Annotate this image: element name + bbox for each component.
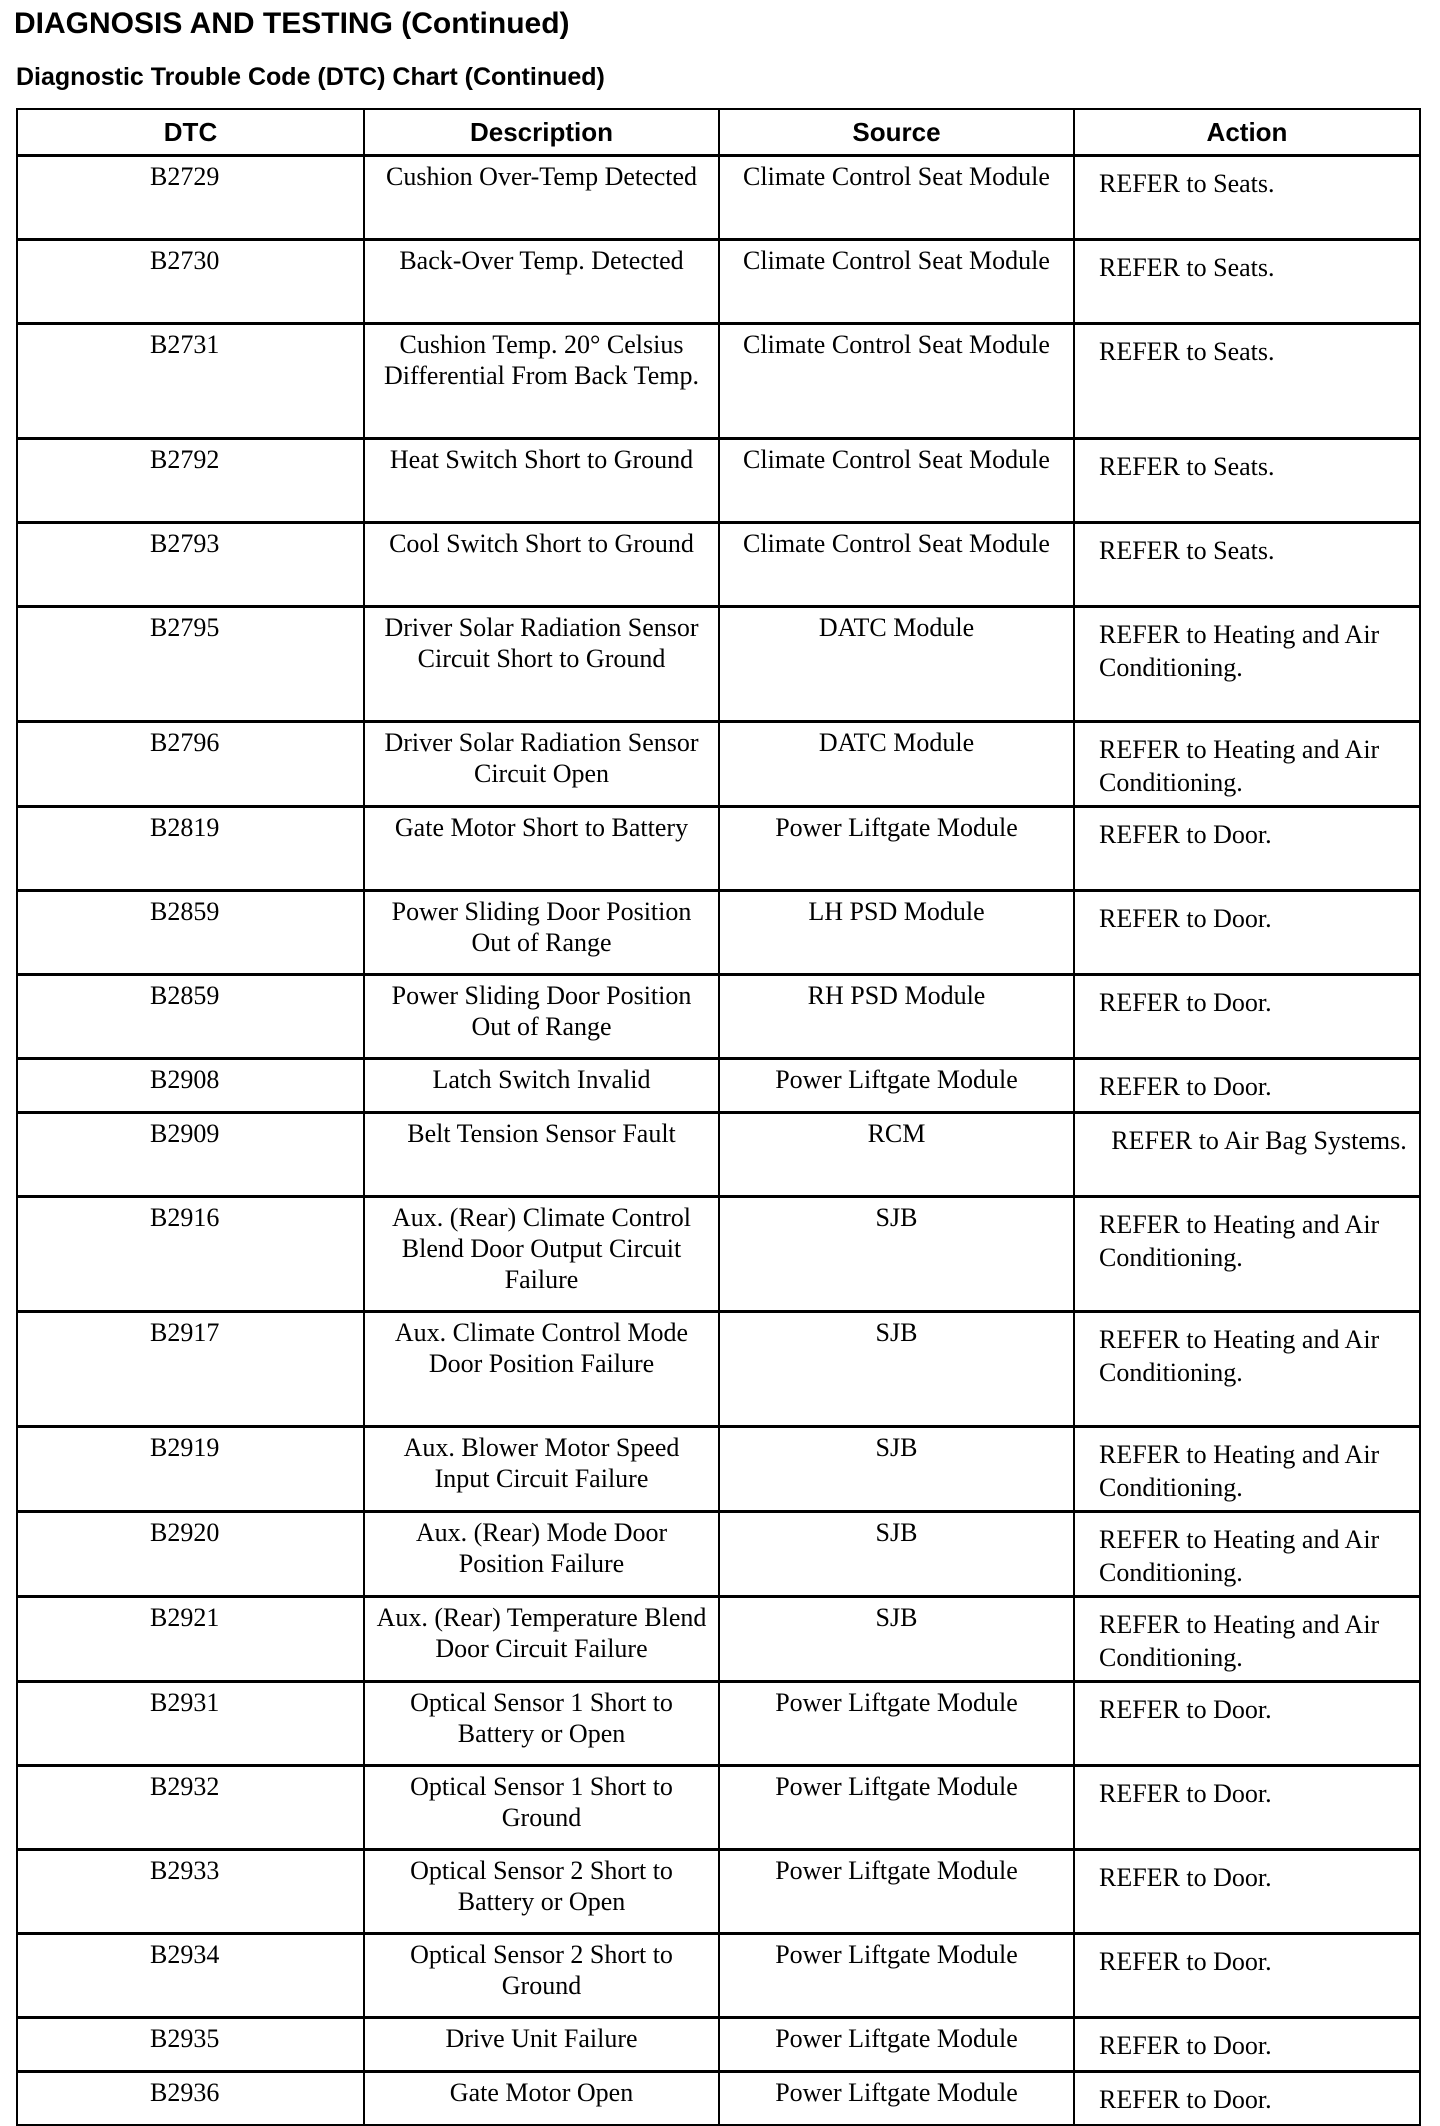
dtc-action: REFER to Seats.	[1074, 439, 1420, 523]
dtc-action: REFER to Heating and Air Conditioning.	[1074, 1427, 1420, 1512]
dtc-action: REFER to Heating and Air Conditioning.	[1074, 607, 1420, 722]
table-row	[17, 607, 1420, 722]
dtc-action: REFER to Heating and Air Conditioning.	[1074, 1312, 1420, 1427]
dtc-action: REFER to Seats.	[1074, 523, 1420, 607]
table-row	[17, 240, 1420, 324]
table-row	[17, 2072, 1420, 2126]
dtc-description: Optical Sensor 2 Short to Battery or Open	[364, 1850, 719, 1934]
dtc-table	[16, 108, 1421, 2126]
dtc-source: Power Liftgate Module	[719, 807, 1074, 891]
dtc-action: REFER to Seats.	[1074, 324, 1420, 439]
dtc-code: B2859	[17, 891, 364, 975]
dtc-code: B2731	[17, 324, 364, 439]
dtc-description: Optical Sensor 1 Short to Battery or Open	[364, 1682, 719, 1766]
table-header-row	[17, 109, 1420, 156]
dtc-source: Power Liftgate Module	[719, 1766, 1074, 1850]
dtc-code: B2936	[17, 2072, 364, 2126]
dtc-code: B2921	[17, 1597, 364, 1682]
dtc-action: REFER to Door.	[1074, 975, 1420, 1059]
dtc-code: B2909	[17, 1113, 364, 1197]
table-row	[17, 1934, 1420, 2018]
table-row	[17, 975, 1420, 1059]
dtc-action: REFER to Heating and Air Conditioning.	[1074, 1197, 1420, 1312]
dtc-code: B2859	[17, 975, 364, 1059]
dtc-code: B2792	[17, 439, 364, 523]
table-row	[17, 891, 1420, 975]
dtc-description: Aux. (Rear) Temperature Blend Door Circuit Failure	[364, 1597, 719, 1682]
dtc-code: B2729	[17, 156, 364, 240]
dtc-code: B2795	[17, 607, 364, 722]
dtc-description: Latch Switch Invalid	[364, 1059, 719, 1113]
dtc-description: Drive Unit Failure	[364, 2018, 719, 2072]
table-row	[17, 1427, 1420, 1512]
dtc-action: REFER to Seats.	[1074, 240, 1420, 324]
dtc-description: Cool Switch Short to Ground	[364, 523, 719, 607]
dtc-description: Driver Solar Radiation Sensor Circuit Short to Ground	[364, 607, 719, 722]
dtc-action: REFER to Door.	[1074, 891, 1420, 975]
dtc-source: Power Liftgate Module	[719, 2018, 1074, 2072]
dtc-code: B2920	[17, 1512, 364, 1597]
dtc-action: REFER to Heating and Air Conditioning.	[1074, 722, 1420, 807]
dtc-code: B2932	[17, 1766, 364, 1850]
table-row	[17, 1197, 1420, 1312]
dtc-action: REFER to Heating and Air Conditioning.	[1074, 1597, 1420, 1682]
dtc-code: B2908	[17, 1059, 364, 1113]
dtc-source: Power Liftgate Module	[719, 1059, 1074, 1113]
dtc-action: REFER to Door.	[1074, 1766, 1420, 1850]
dtc-code: B2730	[17, 240, 364, 324]
dtc-source: Climate Control Seat Module	[719, 324, 1074, 439]
dtc-action: REFER to Door.	[1074, 807, 1420, 891]
table-row	[17, 1682, 1420, 1766]
dtc-description: Gate Motor Short to Battery	[364, 807, 719, 891]
dtc-source: SJB	[719, 1312, 1074, 1427]
dtc-action: REFER to Door.	[1074, 1934, 1420, 2018]
dtc-code: B2935	[17, 2018, 364, 2072]
dtc-source: SJB	[719, 1197, 1074, 1312]
table-row	[17, 1113, 1420, 1197]
dtc-source: RH PSD Module	[719, 975, 1074, 1059]
column-header-description: Description	[364, 109, 719, 156]
dtc-source: Power Liftgate Module	[719, 1934, 1074, 2018]
table-row	[17, 1059, 1420, 1113]
dtc-source: SJB	[719, 1427, 1074, 1512]
table-row	[17, 439, 1420, 523]
column-header-dtc: DTC	[17, 109, 364, 156]
table-row	[17, 2018, 1420, 2072]
dtc-source: SJB	[719, 1597, 1074, 1682]
dtc-description: Driver Solar Radiation Sensor Circuit Open	[364, 722, 719, 807]
dtc-action: REFER to Door.	[1074, 2072, 1420, 2126]
dtc-source: RCM	[719, 1113, 1074, 1197]
dtc-source: Climate Control Seat Module	[719, 439, 1074, 523]
dtc-source: DATC Module	[719, 722, 1074, 807]
dtc-code: B2931	[17, 1682, 364, 1766]
table-row	[17, 1312, 1420, 1427]
table-row	[17, 1850, 1420, 1934]
dtc-description: Aux. Climate Control Mode Door Position Failure	[364, 1312, 719, 1427]
page-title: DIAGNOSIS AND TESTING (Continued)	[14, 7, 570, 40]
dtc-action: REFER to Door.	[1074, 1682, 1420, 1766]
dtc-description: Gate Motor Open	[364, 2072, 719, 2126]
dtc-description: Optical Sensor 2 Short to Ground	[364, 1934, 719, 2018]
dtc-action: REFER to Heating and Air Conditioning.	[1074, 1512, 1420, 1597]
column-header-action: Action	[1074, 109, 1420, 156]
dtc-source: Power Liftgate Module	[719, 1850, 1074, 1934]
table-row	[17, 722, 1420, 807]
dtc-code: B2793	[17, 523, 364, 607]
dtc-source: LH PSD Module	[719, 891, 1074, 975]
dtc-source: Climate Control Seat Module	[719, 523, 1074, 607]
dtc-description: Back-Over Temp. Detected	[364, 240, 719, 324]
dtc-description: Belt Tension Sensor Fault	[364, 1113, 719, 1197]
dtc-action: REFER to Door.	[1074, 1850, 1420, 1934]
dtc-code: B2934	[17, 1934, 364, 2018]
dtc-description: Aux. (Rear) Mode Door Position Failure	[364, 1512, 719, 1597]
table-row	[17, 807, 1420, 891]
dtc-code: B2919	[17, 1427, 364, 1512]
table-row	[17, 1766, 1420, 1850]
dtc-source: SJB	[719, 1512, 1074, 1597]
dtc-code: B2819	[17, 807, 364, 891]
dtc-description: Power Sliding Door Position Out of Range	[364, 891, 719, 975]
dtc-code: B2917	[17, 1312, 364, 1427]
column-header-source: Source	[719, 109, 1074, 156]
dtc-description: Power Sliding Door Position Out of Range	[364, 975, 719, 1059]
dtc-action: REFER to Door.	[1074, 2018, 1420, 2072]
dtc-source: DATC Module	[719, 607, 1074, 722]
dtc-source: Climate Control Seat Module	[719, 240, 1074, 324]
table-row	[17, 156, 1420, 240]
table-row	[17, 324, 1420, 439]
dtc-description: Optical Sensor 1 Short to Ground	[364, 1766, 719, 1850]
dtc-description: Heat Switch Short to Ground	[364, 439, 719, 523]
dtc-source: Power Liftgate Module	[719, 1682, 1074, 1766]
table-row	[17, 523, 1420, 607]
dtc-description: Cushion Temp. 20° Celsius Differential From Back Temp.	[364, 324, 719, 439]
dtc-description: Aux. (Rear) Climate Control Blend Door Output Circuit Failure	[364, 1197, 719, 1312]
dtc-action: REFER to Seats.	[1074, 156, 1420, 240]
dtc-source: Power Liftgate Module	[719, 2072, 1074, 2126]
dtc-code: B2796	[17, 722, 364, 807]
dtc-source: Climate Control Seat Module	[719, 156, 1074, 240]
dtc-description: Aux. Blower Motor Speed Input Circuit Failure	[364, 1427, 719, 1512]
dtc-code: B2933	[17, 1850, 364, 1934]
dtc-code: B2916	[17, 1197, 364, 1312]
dtc-description: Cushion Over-Temp Detected	[364, 156, 719, 240]
table-row	[17, 1597, 1420, 1682]
section-title: Diagnostic Trouble Code (DTC) Chart (Continued)	[16, 63, 605, 91]
dtc-action: REFER to Door.	[1074, 1059, 1420, 1113]
table-row	[17, 1512, 1420, 1597]
dtc-action: REFER to Air Bag Systems.	[1074, 1113, 1420, 1197]
